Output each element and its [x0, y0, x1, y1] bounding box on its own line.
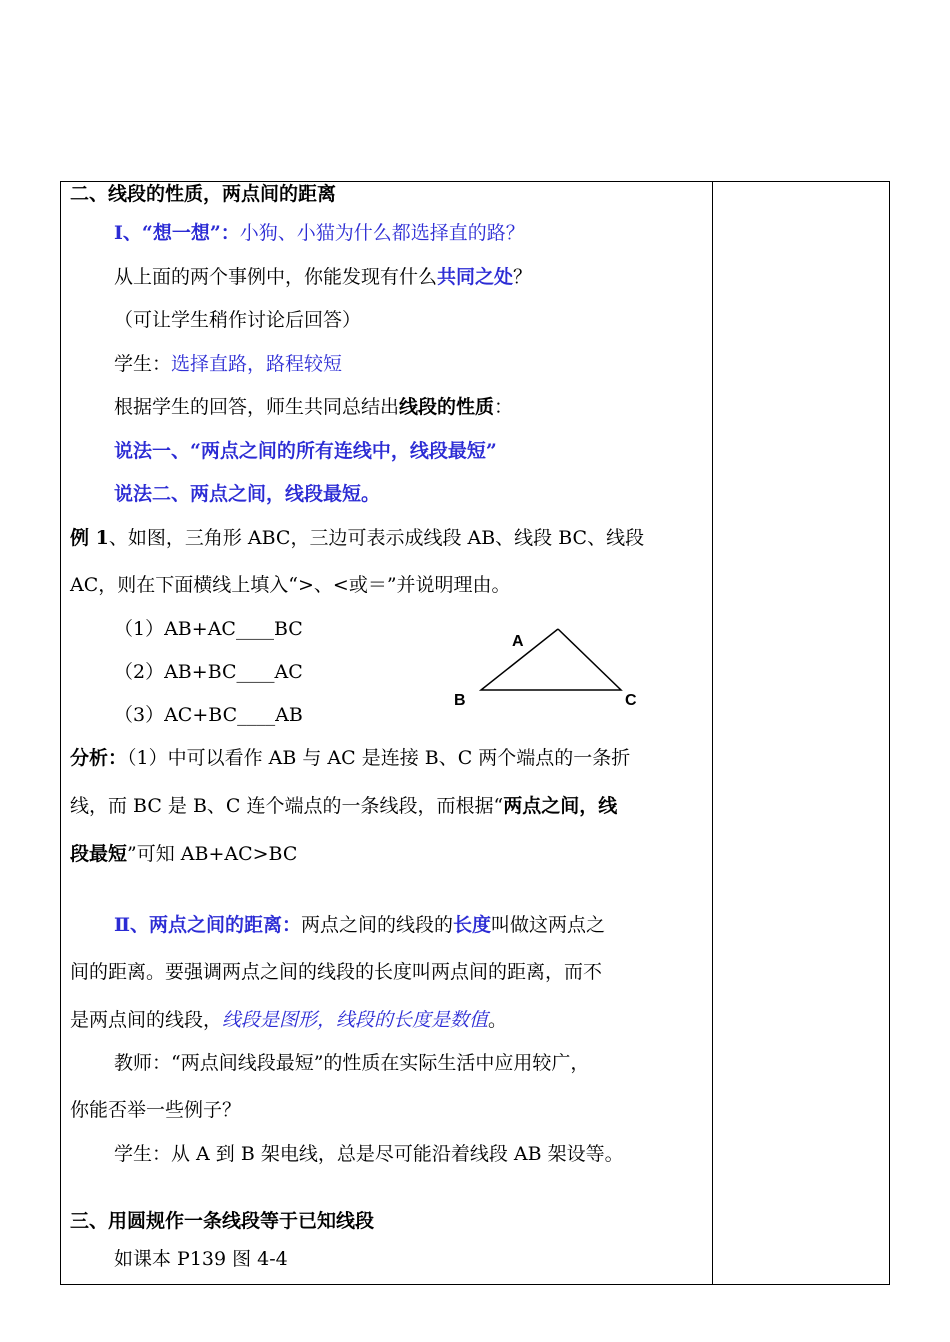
section2-heading: 二、线段的性质，两点间的距离	[70, 183, 337, 205]
example1-line2: AC，则在下面横线上填入“>、<或＝”并说明理由。	[70, 574, 511, 596]
summary-line	[114, 395, 750, 419]
summary-key: 线段的性质	[399, 396, 495, 418]
question-key: 共同之处	[437, 266, 514, 288]
think-line	[114, 221, 750, 245]
discussion-note: （可让学生稍作讨论后回答）	[114, 309, 362, 331]
summary-post: ：	[494, 396, 514, 418]
student-example-line: 学生：从 A 到 B 架电线，总是尽可能沿着线段 AB 架设等。	[114, 1143, 624, 1165]
analysis-line1	[70, 746, 706, 770]
analysis-label: 分析：	[70, 747, 128, 769]
question-pre: 从上面的两个事例中，你能发现有什么	[114, 266, 438, 288]
example1-item-2: （2）AB+BC____AC	[114, 661, 303, 683]
vertex-label-c: C	[625, 692, 637, 709]
distance-text3: 是两点间的线段，	[70, 1009, 223, 1031]
distance-italic: 线段是图形，线段的长度是数值	[222, 1009, 489, 1031]
example1-label: 例 1	[70, 527, 109, 549]
distance-text1: 两点之间的线段的	[301, 914, 454, 936]
distance-key: 长度	[453, 914, 492, 936]
distance-line2: 间的距离。要强调两点之间的线段的长度叫两点间的距离，而不	[70, 961, 603, 983]
analysis-text3: ”可知 AB+AC>BC	[127, 843, 298, 865]
example1-line1	[70, 526, 706, 550]
think-text: 小狗、小猫为什么都选择直的路？	[239, 222, 525, 244]
teacher-line1: 教师：“两点间线段最短”的性质在实际生活中应用较广，	[114, 1052, 590, 1074]
analysis-line2	[70, 794, 706, 818]
summary-pre: 根据学生的回答，师生共同总结出	[114, 396, 400, 418]
distance-label: Ⅱ、两点之间的距离：	[114, 914, 302, 936]
student-label: 学生：	[114, 353, 172, 375]
analysis-line3	[70, 842, 706, 866]
example1-item-1: （1）AB+AC____BC	[114, 618, 303, 640]
analysis-bold3: 段最短	[70, 843, 128, 865]
question-line	[114, 265, 750, 289]
vertex-label-b: B	[454, 692, 466, 709]
think-label: Ⅰ、“想一想”：	[114, 222, 240, 244]
section3-heading: 三、用圆规作一条线段等于已知线段	[70, 1210, 375, 1232]
table-column-divider	[712, 181, 713, 1285]
distance-line1	[114, 913, 750, 937]
saying-two: 说法二、两点之间，线段最短。	[114, 483, 381, 505]
teacher-line2: 你能否举一些例子？	[70, 1099, 242, 1121]
saying-one: 说法一、“两点之间的所有连线中，线段最短”	[114, 440, 497, 462]
triangle-abc-figure	[470, 620, 640, 700]
example1-item-3: （3）AC+BC____AB	[114, 704, 303, 726]
student-answer: 选择直路，路程较短	[171, 353, 343, 375]
distance-text1-post: 叫做这两点之	[491, 914, 606, 936]
triangle-outline	[481, 629, 621, 690]
student-answer-line	[114, 352, 750, 376]
distance-line3	[70, 1008, 706, 1032]
vertex-label-a: A	[512, 633, 524, 650]
analysis-text2: 线，而 BC 是 B、C 连个端点的一条线段，而根据“	[70, 795, 504, 817]
distance-text3-post: 。	[488, 1009, 508, 1031]
analysis-bold2: 两点之间，线	[503, 795, 618, 817]
analysis-text1: （1）中可以看作 AB 与 AC 是连接 B、C 两个端点的一条折	[127, 747, 631, 769]
example1-text1: 、如图，三角形 ABC，三边可表示成线段 AB、线段 BC、线段	[108, 527, 645, 549]
textbook-reference: 如课本 P139 图 4-4	[114, 1248, 288, 1270]
question-post: ？	[513, 266, 533, 288]
